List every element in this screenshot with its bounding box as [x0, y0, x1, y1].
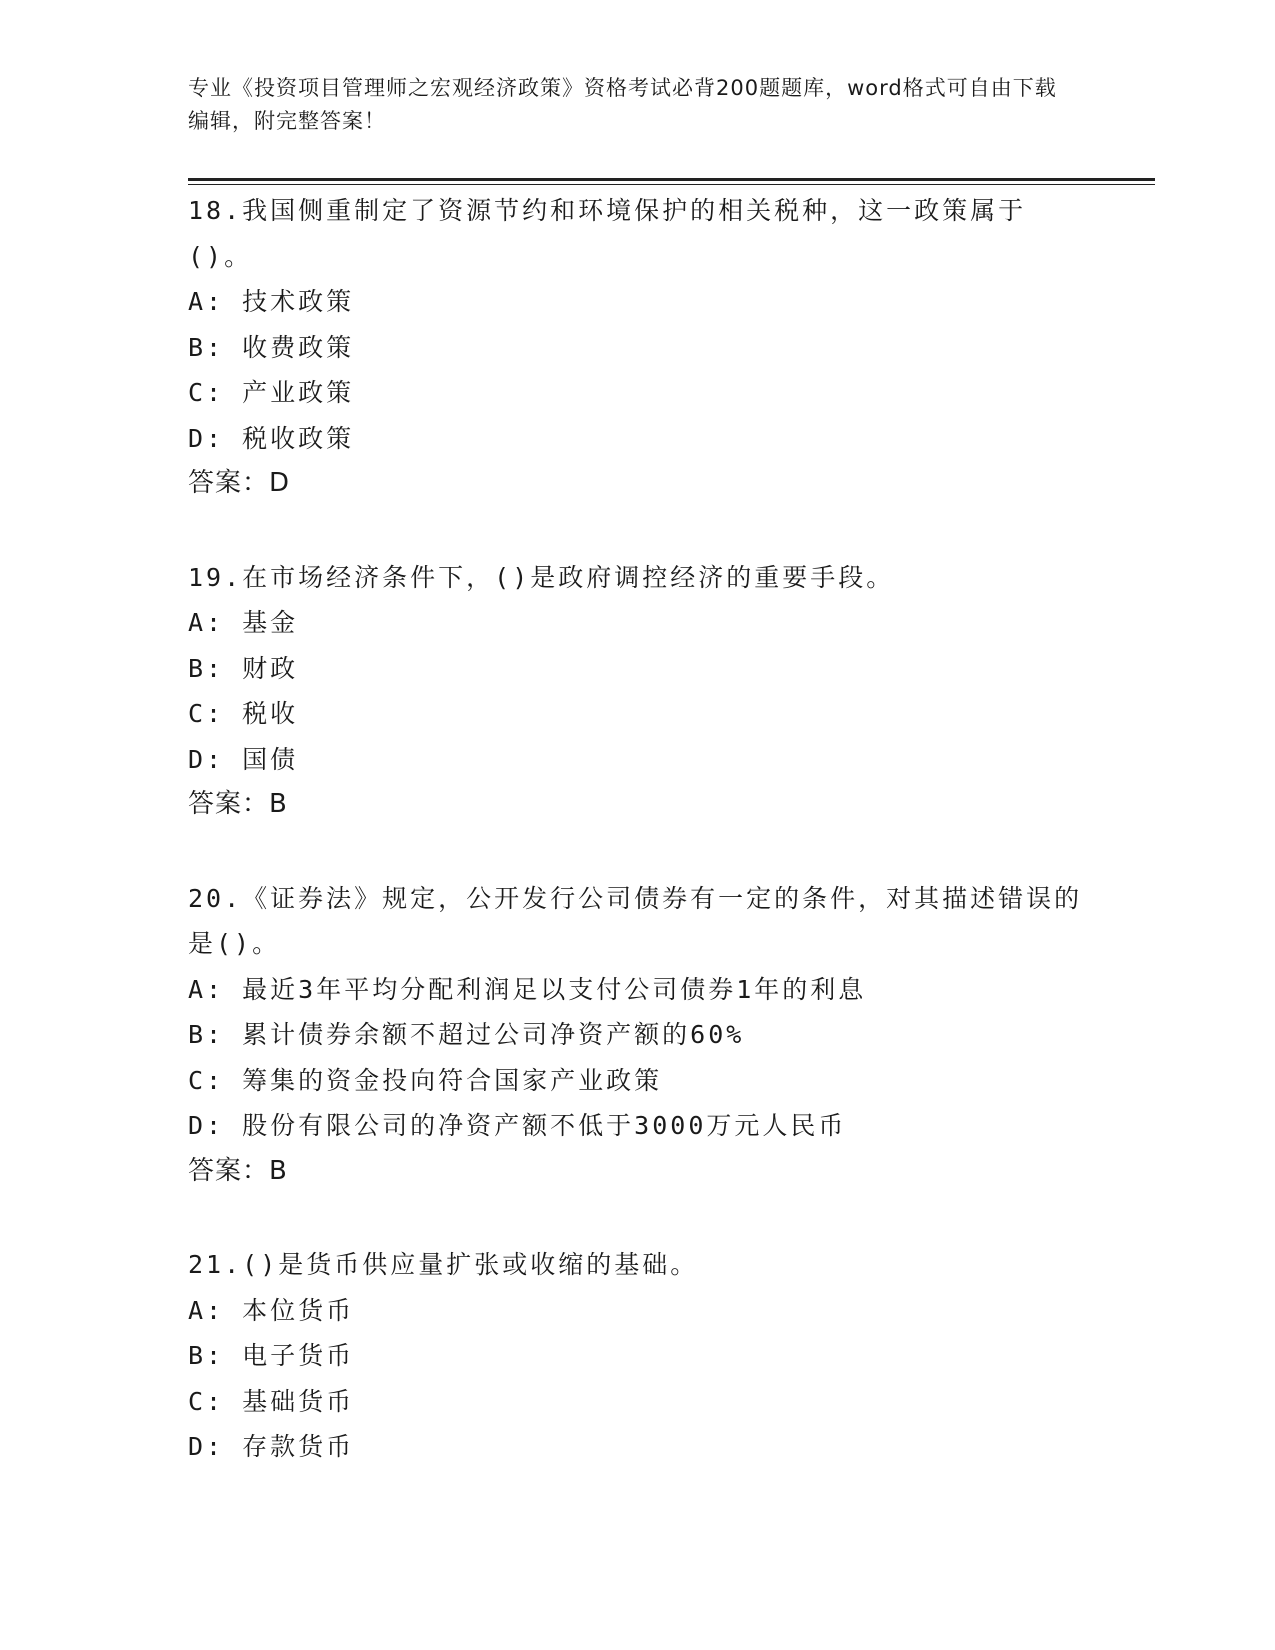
option-key: B: [188, 332, 225, 362]
option-text: 产业政策 [242, 378, 355, 407]
option-a [188, 279, 1088, 325]
option-b [188, 1333, 1088, 1379]
option-d [188, 737, 1088, 783]
option-text: 累计债券余额不超过公司净资产额的60% [242, 1020, 745, 1049]
option-c [188, 691, 1088, 737]
option-key: D: [188, 423, 225, 453]
question-stem: 19.在市场经济条件下，()是政府调控经济的重要手段。 [188, 562, 895, 592]
option-d [188, 416, 1088, 462]
document-header: 专业《投资项目管理师之宏观经济政策》资格考试必背200题题库，word格式可自由下载编辑，附完整答案！ [188, 76, 1057, 133]
option-key: B: [188, 1020, 225, 1049]
question-18 [188, 188, 1088, 507]
option-text: 基金 [242, 608, 299, 637]
option-text: 技术政策 [242, 287, 355, 316]
answer-label: 答案：D [188, 468, 291, 498]
option-text: 本位货币 [242, 1295, 355, 1325]
option-c [188, 370, 1088, 416]
option-a [188, 1288, 1088, 1334]
question-list [188, 188, 1088, 1518]
question-20 [188, 876, 1088, 1195]
option-key: D: [188, 1432, 225, 1461]
question-stem: 20.《证券法》规定，公开发行公司债券有一定的条件，对其描述错误的是()。 [188, 883, 1083, 958]
option-a [188, 967, 1088, 1013]
option-text: 筹集的资金投向符合国家产业政策 [242, 1065, 663, 1095]
option-b [188, 325, 1088, 371]
option-key: A: [188, 974, 225, 1004]
question-19 [188, 555, 1088, 828]
option-key: C: [188, 378, 225, 407]
option-text: 财政 [242, 653, 299, 683]
option-text: 税收政策 [242, 423, 355, 453]
option-text: 税收 [242, 699, 299, 728]
header-rule-thin [188, 184, 1155, 185]
option-key: A: [188, 287, 225, 316]
option-key: B: [188, 653, 225, 683]
question-21 [188, 1242, 1088, 1470]
option-c [188, 1058, 1088, 1104]
option-d [188, 1103, 1088, 1149]
option-key: C: [188, 699, 225, 728]
option-key: D: [188, 1111, 225, 1140]
option-key: D: [188, 744, 225, 774]
option-text: 股份有限公司的净资产额不低于3000万元人民币 [242, 1111, 847, 1140]
option-text: 存款货币 [242, 1432, 355, 1461]
option-key: A: [188, 1295, 225, 1325]
option-key: C: [188, 1065, 225, 1095]
option-text: 电子货币 [242, 1341, 355, 1370]
option-b [188, 646, 1088, 692]
option-b [188, 1012, 1088, 1058]
answer-label: 答案：B [188, 1155, 288, 1186]
option-key: B: [188, 1341, 225, 1370]
option-text: 收费政策 [242, 332, 355, 362]
option-text: 国债 [242, 744, 299, 774]
option-key: A: [188, 608, 225, 637]
option-text: 最近3年平均分配利润足以支付公司债券1年的利息 [242, 974, 867, 1004]
header-rule-thick [188, 178, 1155, 181]
answer-label: 答案：B [188, 789, 288, 819]
question-stem: 18.我国侧重制定了资源节约和环境保护的相关税种，这一政策属于()。 [188, 196, 1027, 271]
option-text: 基础货币 [242, 1386, 355, 1416]
option-c [188, 1379, 1088, 1425]
question-stem: 21.()是货币供应量扩张或收缩的基础。 [188, 1250, 699, 1279]
option-d [188, 1424, 1088, 1470]
option-key: C: [188, 1386, 225, 1416]
option-a [188, 600, 1088, 646]
